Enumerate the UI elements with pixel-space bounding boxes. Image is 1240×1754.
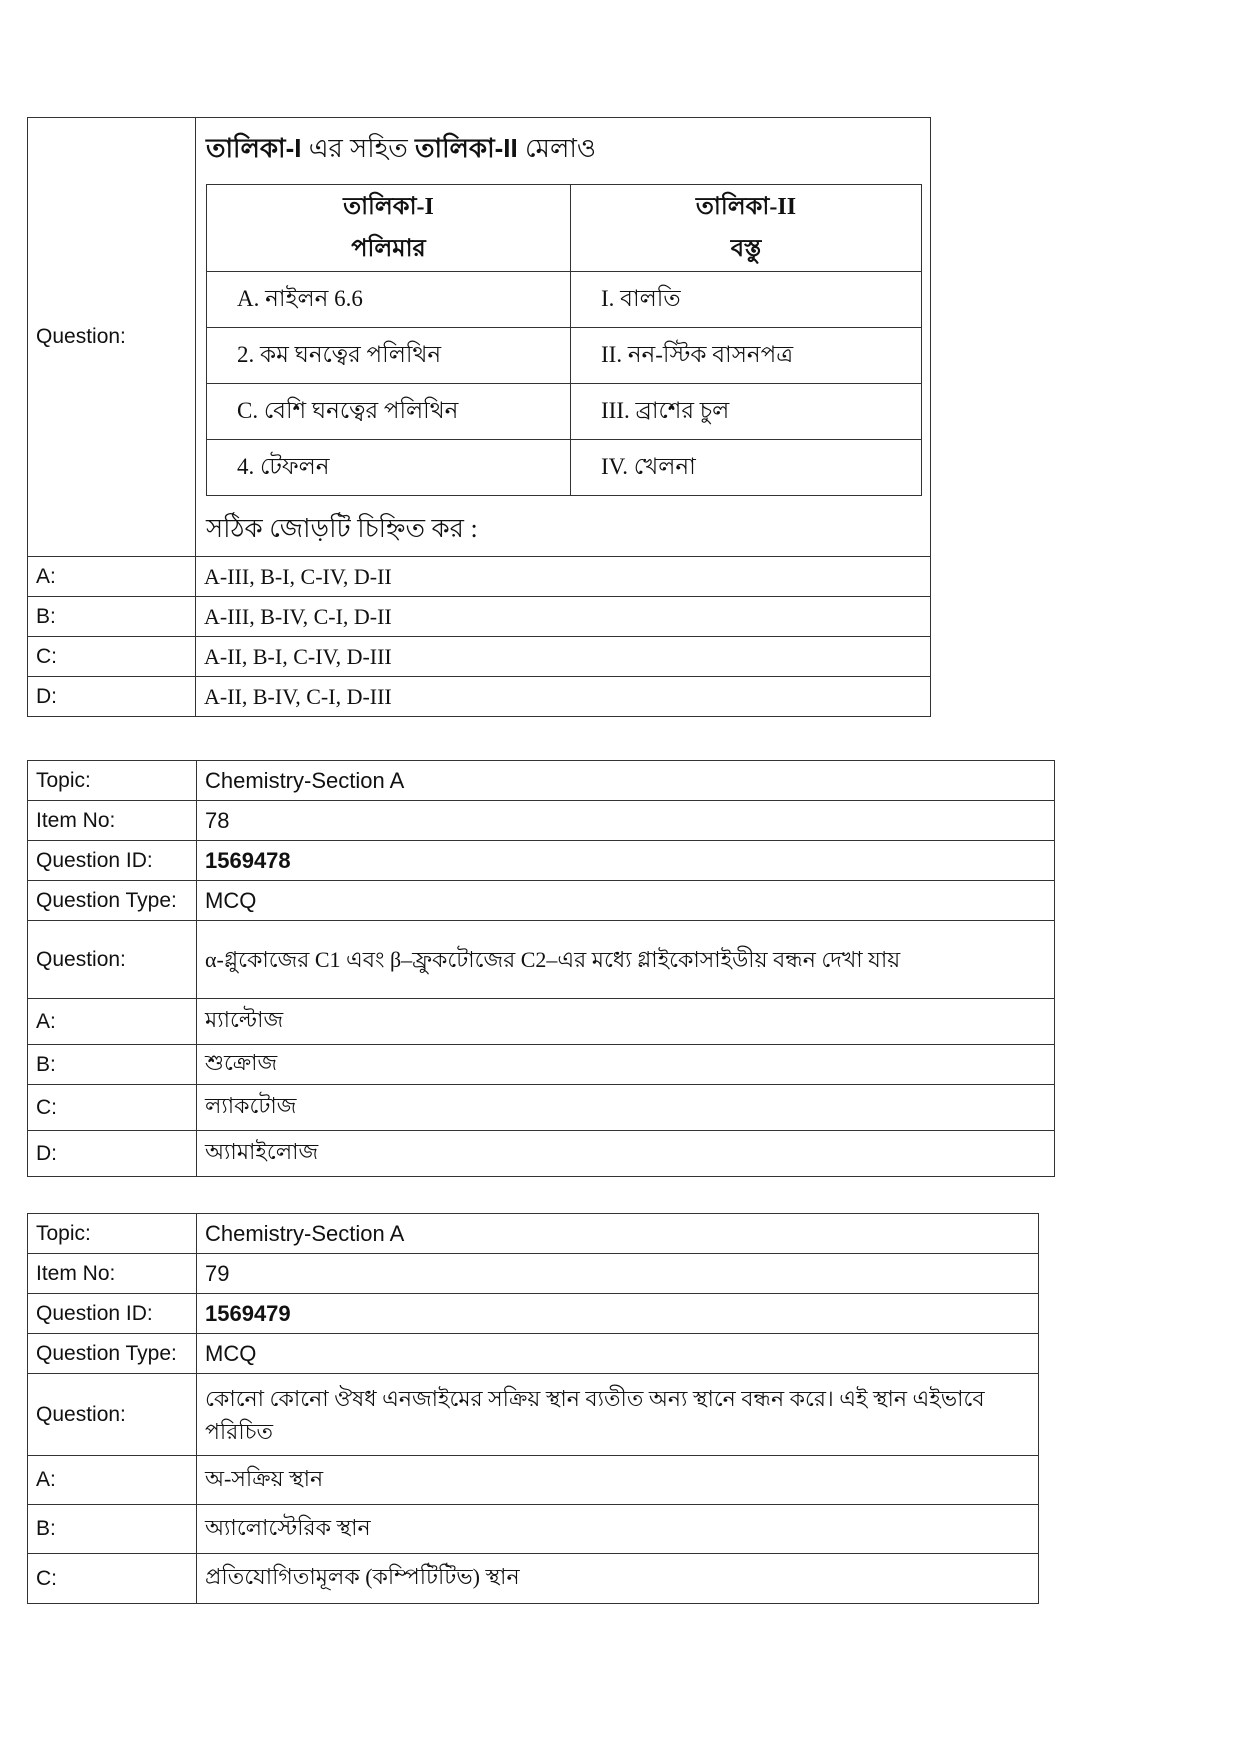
question-title [206, 128, 922, 172]
option-label: C: [28, 1085, 197, 1131]
question-label: Question: [28, 921, 197, 999]
match-left: C. বেশি ঘনত্বের পলিথিন [207, 384, 571, 440]
item-no-value: 79 [197, 1254, 1039, 1294]
option-text: A-II, B-I, C-IV, D-III [196, 637, 931, 677]
title-list1: তালিকা-I [206, 133, 302, 163]
question-type-value: MCQ [197, 881, 1055, 921]
option-text: শুক্রোজ [197, 1045, 1055, 1085]
question-id-label: Question ID: [28, 841, 197, 881]
question-79-table [27, 1213, 1039, 1604]
option-text: অ্যালোস্টেরিক স্থান [197, 1505, 1039, 1554]
option-label: A: [28, 1456, 197, 1505]
match-header-col1: তালিকা-I পলিমার [207, 185, 571, 272]
option-label: B: [28, 1045, 197, 1085]
question-label: Question: [28, 1374, 197, 1456]
match-table [206, 184, 922, 496]
option-label: A: [28, 999, 197, 1045]
match-left: 4. টেফলন [207, 440, 571, 496]
match-right: I. বালতি [571, 272, 922, 328]
option-label: D: [28, 1131, 197, 1177]
topic-label: Topic: [28, 1214, 197, 1254]
option-text: অ্যামাইলোজ [197, 1131, 1055, 1177]
question-type-value: MCQ [197, 1334, 1039, 1374]
item-no-value: 78 [197, 801, 1055, 841]
match-left: A. নাইলন 6.6 [207, 272, 571, 328]
question-type-label: Question Type: [28, 881, 197, 921]
question-78-table [27, 760, 1055, 1177]
question-text: কোনো কোনো ঔষধ এনজাইমের সক্রিয় স্থান ব্যতীত অন্য স্থানে বন্ধন করে। এই স্থান এইভাবে পরিচিত [197, 1374, 1039, 1456]
option-label: B: [28, 1505, 197, 1554]
topic-value: Chemistry-Section A [197, 1214, 1039, 1254]
question-id-label: Question ID: [28, 1294, 197, 1334]
title-match: মেলাও [517, 133, 596, 163]
match-right: II. নন-স্টিক বাসনপত্র [571, 328, 922, 384]
option-label: D: [28, 677, 196, 717]
question-77-table [27, 117, 931, 717]
option-label: A: [28, 557, 196, 597]
match-right: III. ব্রাশের চুল [571, 384, 922, 440]
match-row [207, 328, 922, 384]
question-footer: সঠিক জোড়টি চিহ্নিত কর : [206, 514, 478, 543]
option-label: B: [28, 597, 196, 637]
title-list2: তালিকা-II [415, 133, 518, 163]
option-text: ল্যাকটোজ [197, 1085, 1055, 1131]
question-id-value: 1569478 [197, 841, 1055, 881]
option-text: A-III, B-IV, C-I, D-II [196, 597, 931, 637]
match-right: IV. খেলনা [571, 440, 922, 496]
topic-value: Chemistry-Section A [197, 761, 1055, 801]
option-text: প্রতিযোগিতামূলক (কম্পিটিটিভ) স্থান [197, 1554, 1039, 1604]
option-text: A-II, B-IV, C-I, D-III [196, 677, 931, 717]
option-text: অ-সক্রিয় স্থান [197, 1456, 1039, 1505]
match-row [207, 384, 922, 440]
option-label: C: [28, 1554, 197, 1604]
match-row [207, 272, 922, 328]
topic-label: Topic: [28, 761, 197, 801]
match-header-col2: তালিকা-II বস্তু [571, 185, 922, 272]
title-with: এর সহিত [301, 133, 416, 163]
question-label: Question: [28, 118, 196, 557]
match-left: 2. কম ঘনত্বের পলিথিন [207, 328, 571, 384]
question-body [196, 118, 931, 557]
question-type-label: Question Type: [28, 1334, 197, 1374]
option-text: A-III, B-I, C-IV, D-II [196, 557, 931, 597]
item-no-label: Item No: [28, 1254, 197, 1294]
option-label: C: [28, 637, 196, 677]
option-text: ম্যাল্টোজ [197, 999, 1055, 1045]
question-text: α-গ্লুকোজের C1 এবং β–ফ্রুকটোজের C2–এর মধ্যে গ্লাইকোসাইডীয় বন্ধন দেখা যায় [197, 921, 1055, 999]
item-no-label: Item No: [28, 801, 197, 841]
match-row [207, 440, 922, 496]
question-id-value: 1569479 [197, 1294, 1039, 1334]
